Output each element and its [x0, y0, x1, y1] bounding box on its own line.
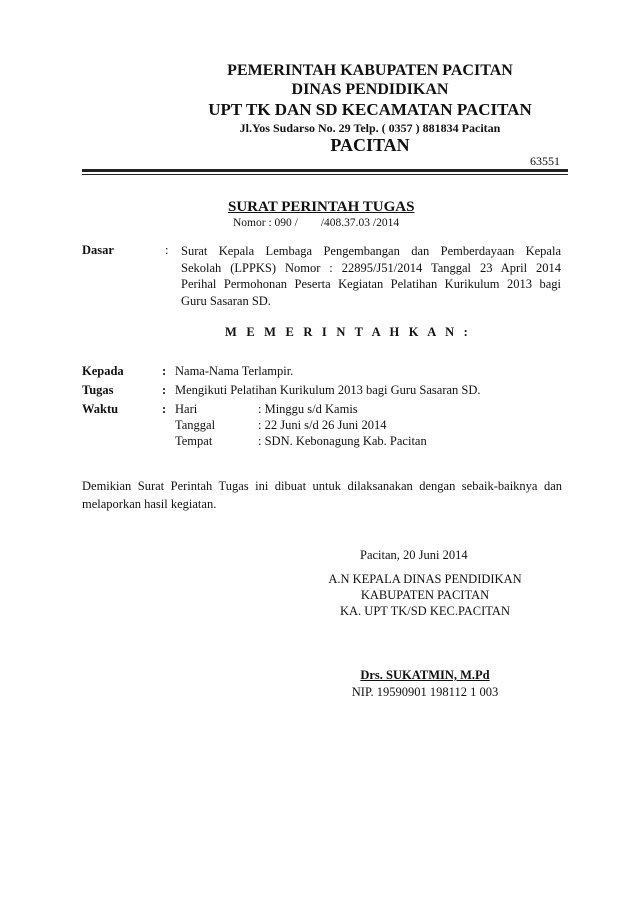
- dasar-line: Guru Sasaran SD.: [181, 293, 271, 308]
- waktu-tempat-label: Tempat: [175, 434, 213, 448]
- waktu-hari-value: : Minggu s/d Kamis: [258, 402, 358, 416]
- kepada-label: Kepada: [82, 364, 124, 378]
- waktu-tanggal-value: : 22 Juni s/d 26 Juni 2014: [258, 418, 387, 432]
- letterhead-divider-thick: [82, 169, 568, 172]
- header-city: PACITAN: [330, 135, 410, 155]
- kepada-value: Nama-Nama Terlampir.: [175, 364, 294, 378]
- letter-number: Nomor : 090 / /408.37.03 /2014: [233, 217, 400, 229]
- waktu-tanggal-label: Tanggal: [175, 418, 216, 432]
- dasar-line: Sekolah (LPPKS) Nomor : 22895/J51/2014 Tanggal 23 April 2014: [181, 260, 561, 275]
- memerintahkan-heading: M E M E R I N T A H K A N :: [225, 325, 472, 339]
- header-address: Jl.Yos Sudarso No. 29 Telp. ( 0357 ) 881834 Pacitan: [239, 121, 501, 135]
- header-postal-code: 63551: [530, 154, 560, 168]
- waktu-label: Waktu: [82, 402, 119, 416]
- header-agency: DINAS PENDIDIKAN: [291, 81, 449, 98]
- kepada-colon: :: [162, 364, 167, 378]
- signatory-position-3: KA. UPT TK/SD KEC.PACITAN: [340, 604, 510, 618]
- header-unit: UPT TK DAN SD KECAMATAN PACITAN: [208, 100, 532, 119]
- waktu-colon: :: [162, 402, 167, 416]
- tugas-value: Mengikuti Pelatihan Kurikulum 2013 bagi Guru Sasaran SD.: [175, 383, 481, 397]
- dasar-label: Dasar: [82, 243, 114, 257]
- tugas-label: Tugas: [82, 383, 114, 397]
- letter-title: SURAT PERINTAH TUGAS: [228, 199, 415, 215]
- header-government: PEMERINTAH KABUPATEN PACITAN: [227, 62, 513, 79]
- place-date: Pacitan, 20 Juni 2014: [360, 548, 468, 562]
- signatory-name: Drs. SUKATMIN, M.Pd: [360, 668, 490, 682]
- dasar-line: Perihal Permohonan Peserta Kegiatan Pelatihan Kurikulum 2013 bagi: [181, 277, 561, 291]
- dasar-text: [181, 243, 561, 309]
- waktu-hari-label: Hari: [175, 402, 198, 416]
- waktu-tempat-value: : SDN. Kebonagung Kab. Pacitan: [258, 434, 427, 448]
- letterhead-divider-thin: [82, 174, 568, 175]
- closing-paragraph: [82, 477, 562, 513]
- closing-line: Demikian Surat Perintah Tugas ini dibuat untuk dilaksanakan dengan sebaik-baiknya dan: [82, 479, 562, 493]
- closing-line: melaporkan hasil kegiatan.: [82, 497, 217, 511]
- signatory-position-1: A.N KEPALA DINAS PENDIDIKAN: [328, 572, 522, 586]
- dasar-line: Surat Kepala Lembaga Pengembangan dan Pemberdayaan Kepala: [181, 244, 561, 258]
- signatory-position-2: KABUPATEN PACITAN: [360, 588, 490, 602]
- signatory-nip: NIP. 19590901 198112 1 003: [351, 685, 499, 699]
- tugas-colon: :: [162, 383, 167, 397]
- dasar-colon: :: [165, 243, 169, 257]
